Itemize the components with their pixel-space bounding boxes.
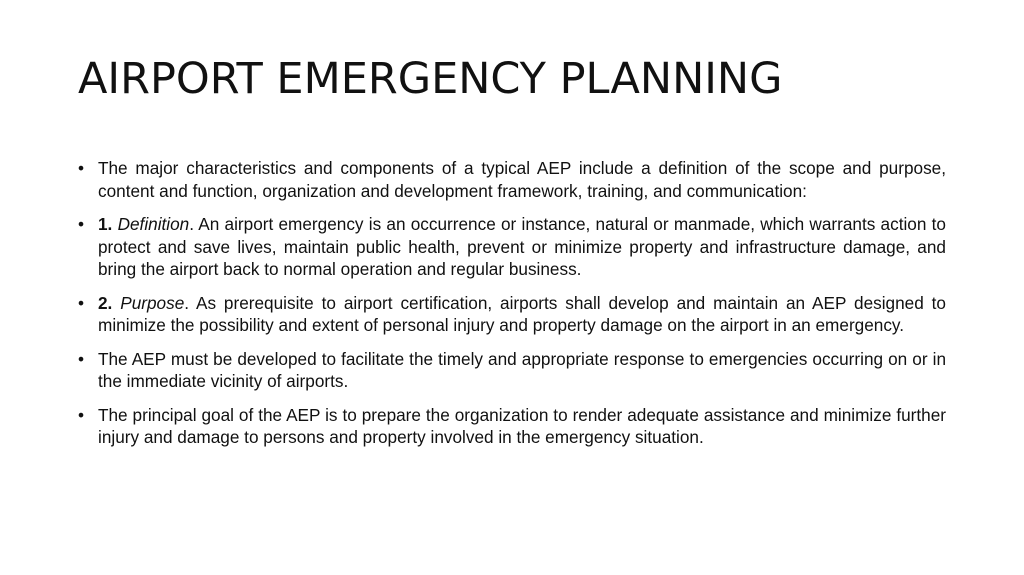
- slide-title: AIRPORT EMERGENCY PLANNING: [78, 54, 783, 104]
- bullet-item: [78, 157, 946, 202]
- bullet-term: Purpose: [120, 292, 185, 313]
- bullet-text: . As prerequisite to airport certification, airports shall develop and maintain an AEP designed to minimize the possibility and extent of personal injury and property damage on the airport in an emergency.: [98, 292, 946, 335]
- bullet-item: [78, 292, 946, 337]
- bullet-item: [78, 404, 946, 449]
- bullet-text: The AEP must be developed to facilitate the timely and appropriate response to emergencies occurring on or in the immediate vicinity of airports.: [98, 348, 946, 391]
- bullet-text: The principal goal of the AEP is to prepare the organization to render adequate assistance and minimize further injury and damage to persons and property involved in the emergency situation.: [98, 404, 946, 447]
- bullet-list: [78, 157, 946, 460]
- bullet-text: . An airport emergency is an occurrence or instance, natural or manmade, which warrants action to protect and save lives, maintain public health, prevent or minimize property and infrastructure damage, and bring the airport back to normal operation and regular business.: [98, 214, 946, 279]
- bullet-text: The major characteristics and components of a typical AEP include a definition of the scope and purpose, content and function, organization and development framework, training, and communication:: [98, 158, 946, 201]
- bullet-item: [78, 213, 946, 281]
- bullet-item: [78, 348, 946, 393]
- bullet-number: 1.: [98, 214, 113, 234]
- bullet-term: Definition: [117, 214, 190, 234]
- bullet-number: 2.: [98, 292, 113, 313]
